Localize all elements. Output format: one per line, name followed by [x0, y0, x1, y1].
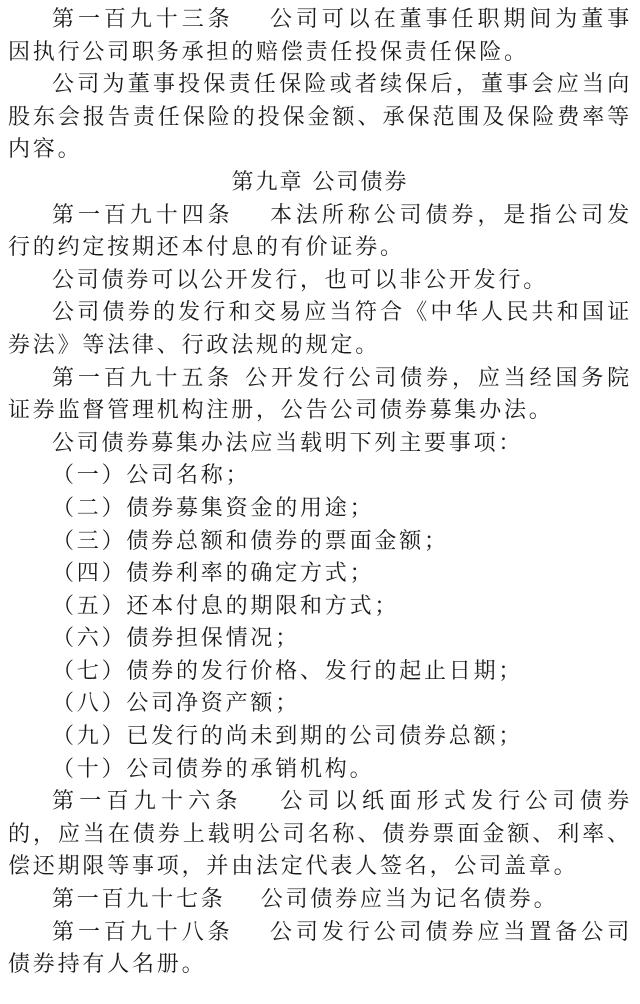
article-number: 第一百九十八条 — [52, 919, 234, 945]
list-item: （七）债券的发行价格、发行的起止日期； — [52, 658, 524, 684]
article-text: 公司债券应当为记名债券。 — [260, 887, 559, 913]
paragraph: 公司债券募集办法应当载明下列主要事项： — [52, 430, 524, 456]
paragraph: 公司债券的发行和交易应当符合《中华人民共和国证券法》等法律、行政法规的规定。 — [8, 300, 632, 358]
list-item: （九）已发行的尚未到期的公司债券总额； — [52, 724, 524, 750]
article-text: 公司可以在董事任职期间为董事因执行公司职务承担的赔偿责任投保责任保险。 — [8, 7, 632, 65]
article-text: 本法所称公司债券，是指公司发行的约定按期还本付息的有价证券。 — [8, 202, 632, 261]
list-item: （二）债券募集资金的用途； — [52, 495, 375, 521]
list-item: （六）债券担保情况； — [52, 626, 301, 652]
list-item: （四）债券利率的确定方式； — [52, 561, 375, 587]
list-item: （八）公司净资产额； — [52, 691, 301, 717]
list-item: （三）债券总额和债券的票面金额； — [52, 528, 449, 554]
list-item: （一）公司名称； — [52, 463, 251, 489]
article-196 — [8, 786, 632, 884]
article-number: 第一百九十六条 — [52, 789, 243, 815]
paragraph: 公司债券可以公开发行，也可以非公开发行。 — [52, 267, 549, 293]
article-number: 第一百九十七条 — [52, 887, 226, 913]
paragraph: 公司为董事投保责任保险或者续保后，董事会应当向股东会报告责任保险的投保金额、承保范围及保险费率等内容。 — [8, 72, 632, 163]
list-item: （五）还本付息的期限和方式； — [52, 593, 400, 619]
article-195 — [8, 363, 632, 428]
article-number: 第一百九十三条 — [52, 7, 234, 32]
article-number: 第一百九十五条 — [52, 365, 234, 391]
article-197 — [8, 884, 632, 917]
article-number: 第一百九十四条 — [52, 202, 234, 228]
article-text: 公司以纸面形式发行公司债券的，应当在债券上载明公司名称、债券票面金额、利率、偿还期限等事项，并由法定代表人签名，公司盖章。 — [8, 789, 632, 880]
article-198 — [8, 917, 632, 982]
article-text: 公司发行公司债券应当置备公司债券持有人名册。 — [8, 919, 632, 978]
article-193 — [8, 4, 632, 69]
chapter-heading: 第九章 公司债券 — [231, 169, 409, 195]
article-194 — [8, 200, 632, 265]
article-text: 公开发行公司债券，应当经国务院证券监督管理机构注册，公告公司债券募集办法。 — [8, 365, 632, 424]
list-item: （十）公司债券的承销机构。 — [52, 756, 375, 782]
